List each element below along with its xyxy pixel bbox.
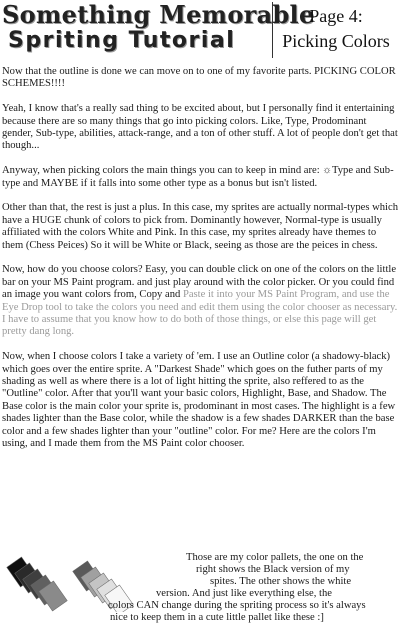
black-palette (7, 557, 68, 611)
page-number: Page 4: (309, 6, 363, 26)
caption-line: colors CAN change during the spriting process so it's always (108, 600, 366, 611)
header (0, 0, 400, 62)
page-subtitle: Picking Colors (282, 31, 390, 51)
tutorial-subtitle: Spriting Tutorial (8, 28, 236, 53)
paragraph: Now, when I choose colors I take a variety of 'em. I use an Outline color (a shadowy-black) which goes over the entire sprite. A "Darkest Shade" which goes on the futher parts of my shading as well as where there is a lot of light hitting the sprite, also reffered to as the "Outline" color. After that you'll want your basic colors, Highlight, Base, and Shadow. The Base color is the main color your sprite is, prodominant in most cases. The highlight is a few shades lighter than the Base color, while the shadow is a few shades DARKER than the base color and a few shades lighter than your "outline" color. For me? Here are the colors I'm using, and I made them from the MS Paint color chooser. (2, 351, 396, 450)
paragraph: Now, how do you choose colors? Easy, you can double click on one of the colors on the little bar on your MS Paint program. and just play around with the color picker. Or you could find an image you want colors from, Copy and Paste it into your MS Paint Program, and use the Eye Drop tool to take the colors you need and edit them using the color chooser as necessary. I have to assume that you know how to do both of those things, or else this page will get pretty dang long. (2, 264, 398, 338)
paragraph: Anyway, when picking colors the main things you can to keep in mind are: ☼Type and Sub-type and MAYBE if it falls into some other type as a bonus but isn't listed. (2, 165, 394, 189)
caption-line: spites. The other shows the white (210, 576, 352, 587)
palette-section (0, 552, 400, 641)
caption-line: right shows the Black version of my (196, 564, 350, 575)
paragraph: Now that the outline is done we can move on to one of my favorite parts. PICKING COLOR SCHEMES!!!! (2, 66, 396, 90)
tutorial-body (2, 66, 398, 463)
caption-line: Those are my color pallets, the one on the (186, 552, 364, 563)
paragraph: Yeah, I know that's a really sad thing to be excited about, but I personally find it entertaining because there are so many things that go into picking colors. Like, Type, Prodominant gender, Sub-type, abilities, attack-range, and a ton of other stuff. A lot of people don't get that though... (2, 103, 398, 152)
page-label-box (272, 2, 399, 58)
caption-line: version. And just like everything else, the (156, 588, 332, 599)
caption-line: nice to keep them in a cute little pallet like these :] (110, 612, 324, 623)
tutorial-title: Something Memorable (2, 0, 315, 29)
paragraph: Other than that, the rest is just a plus. In this case, my sprites are actually normal-types which have a HUGE chunk of colors to pick from. Dominantly however, Normal-type is usually affiliated with the colors White and Pink. In this case, my sprites already have themes to them (Chess Peices) So it will be White or Black, seeing as those are the peices in chess. (2, 202, 398, 251)
